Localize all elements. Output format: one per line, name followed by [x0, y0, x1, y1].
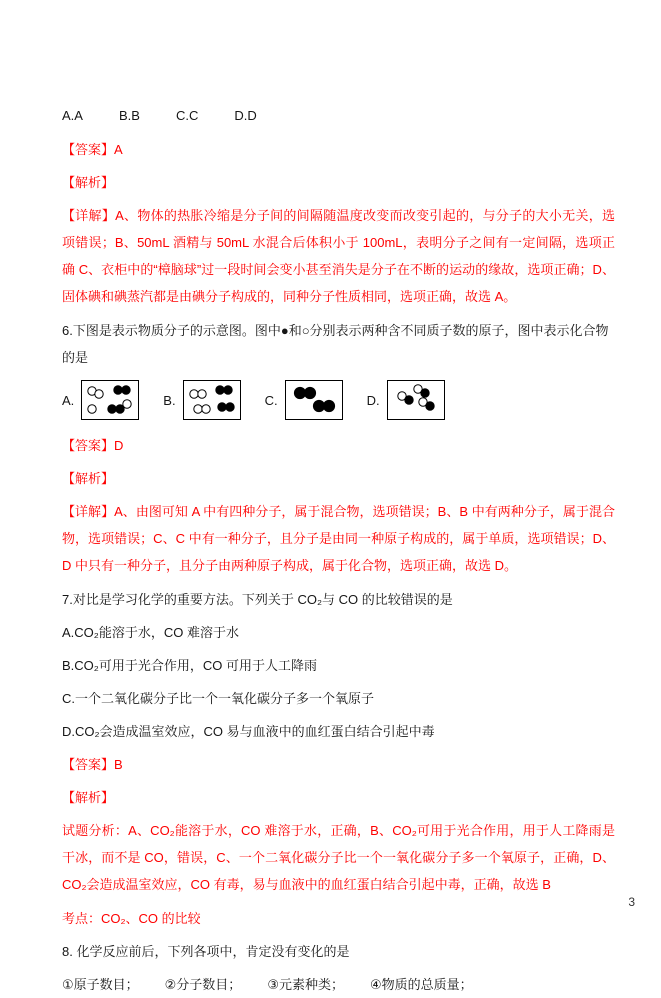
q7-option-c: C.一个二氧化碳分子比一个一氧化碳分子多一个氧原子: [62, 691, 375, 706]
q6-diagram-label-a: A.: [62, 392, 75, 408]
q6-diagram-label-d: D.: [366, 392, 380, 408]
q7-answer-value: B: [114, 757, 123, 772]
q7-analysis-label: 【解析】: [62, 790, 115, 805]
q6-diagram-option-a: [62, 380, 139, 420]
molecule-diagram-b: [183, 380, 241, 420]
q6-diagram-option-c: [265, 380, 343, 420]
molecule-diagram-c: [285, 380, 343, 420]
q6-diagram-label-c: C.: [264, 392, 278, 408]
q5-analysis-label: 【解析】: [62, 175, 115, 190]
q7-option-b: B.CO₂可用于光合作用，CO 可用于人工降雨: [62, 658, 317, 673]
q6-analysis-label: 【解析】: [62, 471, 115, 486]
q7-option-a: A.CO₂能溶于水，CO 难溶于水: [62, 625, 239, 640]
q6-diagram-label-b: B.: [163, 392, 176, 408]
q7-question-text: 7.对比是学习化学的重要方法。下列关于 CO₂与 CO 的比较错误的是: [62, 592, 453, 607]
q5-option-d: D.D: [234, 108, 257, 123]
q5-analysis-label-line: [62, 169, 615, 196]
q8-item-4: ④物质的总质量；: [369, 977, 473, 992]
q5-detail-text: 【详解】A、物体的热胀冷缩是分子间的间隔随温度改变而改变引起的，与分子的大小无关，选项错误；B、50mL 酒精与 50mL 水混合后体积小于 100mL，表明分子之间有一定间隔，选项正确 C、衣柜中的“樟脑球”过一段时间会变小甚至消失是分子在不断的运动的缘故，选项正确；D、固体碘和碘蒸汽都是由碘分子构成的，同种分子性质相同，选项正确，故选 A。: [62, 208, 615, 304]
molecule-diagram-d: [387, 380, 445, 420]
q5-options-row: [62, 102, 615, 129]
q6-question-text: 6.下图是表示物质分子的示意图。图中●和○分别表示两种含不同质子数的原子，图中表示化合物的是: [62, 323, 609, 365]
q5-answer-line: [62, 136, 615, 163]
q7-option-d: D.CO₂会造成温室效应，CO 易与血液中的血红蛋白结合引起中毒: [62, 724, 435, 739]
page-number: 3: [628, 895, 635, 909]
q6-answer-label: 【答案】: [62, 438, 115, 453]
q5-answer-value: A: [114, 142, 123, 157]
q8-item-3: ③元素种类；: [267, 977, 344, 992]
q8-question-text: 8. 化学反应前后，下列各项中，肯定没有变化的是: [62, 944, 350, 959]
q7-answer-line: [62, 751, 615, 778]
q6-diagram-row: [62, 380, 615, 420]
q6-diagram-option-d: [367, 380, 445, 420]
q8-items-row: [62, 971, 615, 998]
q5-option-b: B.B: [118, 108, 140, 123]
q6-detail-text: 【详解】A、由图可知 A 中有四种分子，属于混合物，选项错误；B、B 中有两种分子，属于混合物，选项错误；C、C 中有一种分子，且分子是由同一种原子构成的，属于单质，选项错误；D、D 中只有一种分子，且分子由两种原子构成，属于化合物，选项正确，故选 D。: [62, 504, 615, 573]
q7-kaodian-text: 考点：CO₂、CO 的比较: [62, 911, 201, 926]
molecule-diagram-a: [81, 380, 139, 420]
q5-option-a: A.A: [62, 108, 83, 123]
q7-analysis-text: 试题分析：A、CO₂能溶于水，CO 难溶于水，正确，B、CO₂可用于光合作用，用于人工降雨是干冰，而不是 CO，错误，C、一个二氧化碳分子比一个一氧化碳分子多一个氧原子，正确，D、CO₂会造成温室效应，CO 有毒，易与血液中的血红蛋白结合引起中毒，正确，故选 B: [62, 823, 615, 892]
q6-answer-value: D: [114, 438, 124, 453]
q6-diagram-option-b: [163, 380, 240, 420]
q6-analysis-label-line: [62, 465, 615, 492]
q7-analysis-label-line: [62, 784, 615, 811]
q5-option-c: C.C: [175, 108, 199, 123]
q6-answer-line: [62, 432, 615, 459]
q8-item-1: ①原子数目；: [62, 977, 139, 992]
q8-item-2: ②分子数目；: [164, 977, 242, 992]
q5-answer-label: 【答案】: [62, 142, 115, 157]
q7-answer-label: 【答案】: [62, 757, 115, 772]
